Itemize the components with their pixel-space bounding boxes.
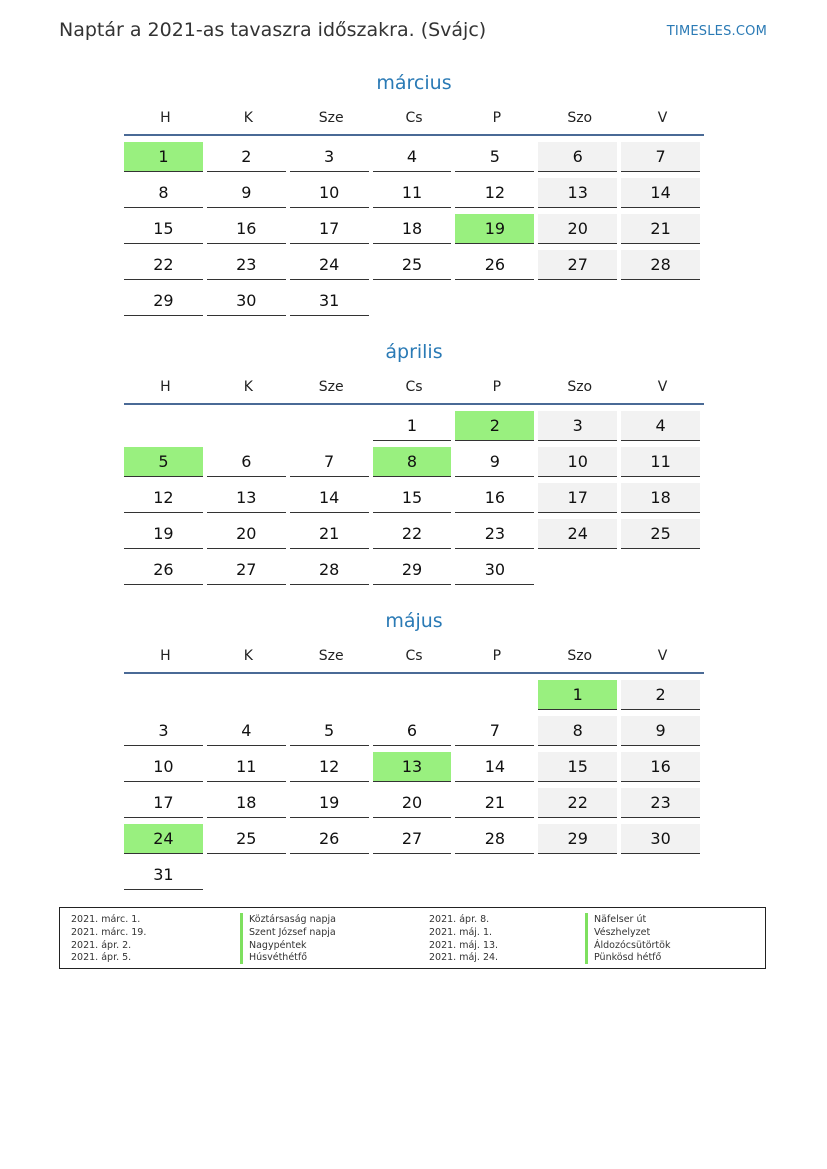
day-number: 25 [207, 824, 286, 854]
day-number: 28 [455, 824, 534, 854]
day-number: 9 [207, 178, 286, 208]
day-cell[interactable] [455, 483, 538, 519]
week-row [124, 214, 704, 250]
week-row [124, 860, 704, 896]
day-cell[interactable] [455, 788, 538, 824]
weekday-label: V [657, 379, 668, 395]
day-number [621, 860, 700, 889]
empty-cell [290, 680, 373, 716]
day-cell[interactable] [621, 752, 704, 788]
holiday-day-cell[interactable] [124, 142, 207, 178]
day-number: 25 [621, 519, 700, 549]
day-number [455, 286, 534, 315]
weekday-label: Szo [567, 648, 593, 664]
day-cell[interactable] [207, 788, 290, 824]
day-number [207, 411, 286, 440]
day-cell[interactable] [621, 483, 704, 519]
empty-cell [373, 680, 456, 716]
day-number [290, 680, 369, 709]
day-cell[interactable] [538, 250, 621, 286]
day-number: 16 [207, 214, 286, 244]
weekday-label: H [160, 110, 171, 126]
day-cell[interactable] [538, 716, 621, 752]
day-number: 12 [290, 752, 369, 782]
day-number: 14 [621, 178, 700, 208]
day-number: 23 [455, 519, 534, 549]
day-number: 6 [538, 142, 617, 172]
day-number: 4 [373, 142, 452, 172]
empty-cell [290, 411, 373, 447]
day-cell[interactable] [621, 788, 704, 824]
day-number [290, 860, 369, 889]
day-number: 4 [621, 411, 700, 441]
day-cell[interactable] [373, 483, 456, 519]
day-number: 4 [207, 716, 286, 746]
day-cell[interactable] [373, 411, 456, 447]
day-cell[interactable] [207, 447, 290, 483]
day-number: 3 [538, 411, 617, 441]
header-divider [124, 403, 704, 405]
day-number [373, 860, 452, 889]
day-number [621, 286, 700, 315]
day-cell[interactable] [621, 447, 704, 483]
week-row [124, 250, 704, 286]
month-title: május [385, 610, 443, 632]
day-number: 5 [455, 142, 534, 172]
day-number [621, 555, 700, 584]
day-number: 13 [538, 178, 617, 208]
day-cell[interactable] [290, 716, 373, 752]
day-number: 12 [124, 483, 203, 513]
day-number: 25 [373, 250, 452, 280]
day-number: 21 [621, 214, 700, 244]
empty-cell [455, 860, 538, 896]
day-number [124, 411, 203, 440]
day-cell[interactable] [538, 824, 621, 860]
weekday-label: V [657, 648, 668, 664]
legend-holiday-name: Húsvéthétfő [240, 951, 307, 964]
day-number [538, 555, 617, 584]
header-divider [124, 134, 704, 136]
day-cell[interactable] [455, 447, 538, 483]
empty-cell [621, 860, 704, 896]
empty-cell [621, 555, 704, 591]
day-cell[interactable] [207, 250, 290, 286]
weekday-label: K [243, 648, 253, 664]
weekday-label: P [492, 110, 502, 126]
holiday-day-cell[interactable] [373, 447, 456, 483]
day-number: 21 [290, 519, 369, 549]
day-cell[interactable] [455, 519, 538, 555]
week-row [124, 411, 704, 447]
day-number: 10 [538, 447, 617, 477]
day-number: 29 [373, 555, 452, 585]
day-cell[interactable] [124, 178, 207, 214]
day-number [455, 680, 534, 709]
day-number: 16 [621, 752, 700, 782]
legend-date: 2021. máj. 13. [429, 939, 499, 951]
day-number [207, 680, 286, 709]
week-row [124, 716, 704, 752]
day-number: 29 [124, 286, 203, 316]
day-number: 10 [124, 752, 203, 782]
day-number: 16 [455, 483, 534, 513]
day-cell[interactable] [538, 214, 621, 250]
day-cell[interactable] [621, 142, 704, 178]
month-calendar [124, 70, 704, 322]
day-number: 26 [455, 250, 534, 280]
legend-holiday-name: Köztársaság napja [240, 913, 336, 926]
day-cell[interactable] [621, 716, 704, 752]
weekday-label: Sze [318, 379, 344, 395]
week-row [124, 178, 704, 214]
weekday-header [124, 644, 704, 668]
holiday-day-cell[interactable] [373, 752, 456, 788]
day-cell[interactable] [207, 752, 290, 788]
day-cell[interactable] [621, 680, 704, 716]
weekday-label: Cs [405, 110, 423, 126]
empty-cell [124, 411, 207, 447]
day-number: 22 [124, 250, 203, 280]
day-cell[interactable] [290, 250, 373, 286]
week-row [124, 752, 704, 788]
day-number: 27 [373, 824, 452, 854]
weekday-label: Cs [405, 648, 423, 664]
day-number [373, 286, 452, 315]
day-number: 7 [290, 447, 369, 477]
day-cell[interactable] [455, 250, 538, 286]
day-number: 24 [290, 250, 369, 280]
day-cell[interactable] [621, 824, 704, 860]
week-row [124, 680, 704, 716]
day-number: 30 [455, 555, 534, 585]
day-cell[interactable] [538, 447, 621, 483]
day-number: 1 [538, 680, 617, 710]
day-cell[interactable] [124, 716, 207, 752]
day-number: 19 [290, 788, 369, 818]
day-cell[interactable] [207, 519, 290, 555]
day-number: 15 [373, 483, 452, 513]
day-number: 18 [207, 788, 286, 818]
day-number: 26 [290, 824, 369, 854]
day-cell[interactable] [455, 716, 538, 752]
empty-cell [621, 286, 704, 322]
day-cell[interactable] [124, 519, 207, 555]
day-number [207, 860, 286, 889]
day-number: 19 [124, 519, 203, 549]
weekday-label: Sze [318, 648, 344, 664]
day-number: 31 [290, 286, 369, 316]
day-cell[interactable] [124, 752, 207, 788]
legend-date: 2021. márc. 19. [71, 926, 147, 938]
day-cell[interactable] [290, 178, 373, 214]
empty-cell [373, 286, 456, 322]
week-row [124, 824, 704, 860]
legend-holiday-name: Vészhelyzet [585, 926, 650, 939]
weekday-label: H [160, 648, 171, 664]
day-number: 14 [290, 483, 369, 513]
header-divider [124, 672, 704, 674]
day-cell[interactable] [207, 214, 290, 250]
day-number: 13 [207, 483, 286, 513]
day-cell[interactable] [373, 788, 456, 824]
day-number: 31 [124, 860, 203, 890]
day-cell[interactable] [373, 824, 456, 860]
day-cell[interactable] [373, 555, 456, 591]
legend-date: 2021. máj. 1. [429, 926, 493, 938]
day-cell[interactable] [290, 214, 373, 250]
day-number: 22 [538, 788, 617, 818]
weekday-label: P [492, 379, 502, 395]
day-number: 30 [207, 286, 286, 316]
day-number: 7 [621, 142, 700, 172]
month-calendar [124, 608, 704, 896]
day-cell[interactable] [207, 555, 290, 591]
legend-holiday-name: Áldozócsütörtök [585, 939, 670, 952]
day-cell[interactable] [538, 483, 621, 519]
day-number: 9 [455, 447, 534, 477]
empty-cell [538, 555, 621, 591]
day-cell[interactable] [455, 555, 538, 591]
day-number: 5 [124, 447, 203, 477]
day-number: 6 [207, 447, 286, 477]
day-cell[interactable] [207, 824, 290, 860]
month-title: április [385, 341, 443, 363]
day-number: 2 [207, 142, 286, 172]
day-number: 18 [621, 483, 700, 513]
day-cell[interactable] [124, 788, 207, 824]
day-number: 8 [538, 716, 617, 746]
day-cell[interactable] [290, 752, 373, 788]
day-cell[interactable] [455, 178, 538, 214]
holiday-legend [59, 907, 766, 969]
day-number [124, 680, 203, 709]
day-cell[interactable] [290, 555, 373, 591]
day-cell[interactable] [290, 447, 373, 483]
day-cell[interactable] [373, 178, 456, 214]
holiday-day-cell[interactable] [455, 214, 538, 250]
empty-cell [455, 286, 538, 322]
day-number: 1 [373, 411, 452, 441]
day-number: 26 [124, 555, 203, 585]
empty-cell [455, 680, 538, 716]
day-number: 8 [124, 178, 203, 208]
weekday-label: Szo [567, 379, 593, 395]
day-cell[interactable] [124, 483, 207, 519]
month-title: március [376, 72, 452, 94]
week-row [124, 286, 704, 322]
weekday-label: H [160, 379, 171, 395]
day-cell[interactable] [290, 286, 373, 322]
empty-cell [373, 860, 456, 896]
weekday-label: V [657, 110, 668, 126]
legend-holiday-name: Pünkösd hétfő [585, 951, 661, 964]
week-row [124, 788, 704, 824]
day-cell[interactable] [124, 286, 207, 322]
day-number: 3 [124, 716, 203, 746]
day-number: 20 [207, 519, 286, 549]
legend-date: 2021. ápr. 2. [71, 939, 132, 951]
day-number: 10 [290, 178, 369, 208]
day-cell[interactable] [373, 250, 456, 286]
week-row [124, 519, 704, 555]
weekday-header [124, 375, 704, 399]
empty-cell [207, 411, 290, 447]
day-cell[interactable] [621, 214, 704, 250]
day-number: 2 [621, 680, 700, 710]
day-number: 15 [538, 752, 617, 782]
day-cell[interactable] [621, 178, 704, 214]
day-cell[interactable] [538, 142, 621, 178]
week-row [124, 447, 704, 483]
legend-holiday-name: Näfelser út [585, 913, 646, 926]
day-number: 6 [373, 716, 452, 746]
day-number: 17 [290, 214, 369, 244]
empty-cell [207, 860, 290, 896]
empty-cell [538, 286, 621, 322]
empty-cell [207, 680, 290, 716]
day-number: 20 [538, 214, 617, 244]
day-cell[interactable] [290, 519, 373, 555]
day-number: 11 [621, 447, 700, 477]
day-cell[interactable] [538, 788, 621, 824]
day-number [455, 860, 534, 889]
day-number [373, 680, 452, 709]
day-number: 11 [373, 178, 452, 208]
day-number: 23 [621, 788, 700, 818]
day-number: 21 [455, 788, 534, 818]
day-number: 13 [373, 752, 452, 782]
day-cell[interactable] [538, 178, 621, 214]
legend-date: 2021. ápr. 5. [71, 952, 132, 964]
day-number: 8 [373, 447, 452, 477]
day-cell[interactable] [373, 519, 456, 555]
week-row [124, 483, 704, 519]
holiday-day-cell[interactable] [538, 680, 621, 716]
day-cell[interactable] [455, 752, 538, 788]
weekday-label: Sze [318, 110, 344, 126]
day-number: 9 [621, 716, 700, 746]
day-cell[interactable] [538, 411, 621, 447]
weekday-header [124, 106, 704, 130]
empty-cell [290, 860, 373, 896]
day-number: 29 [538, 824, 617, 854]
day-number: 14 [455, 752, 534, 782]
day-number [290, 411, 369, 440]
day-number: 18 [373, 214, 452, 244]
holiday-day-cell[interactable] [455, 411, 538, 447]
day-cell[interactable] [373, 142, 456, 178]
week-row [124, 142, 704, 178]
week-row [124, 555, 704, 591]
day-cell[interactable] [124, 214, 207, 250]
day-number [538, 860, 617, 889]
day-cell[interactable] [124, 555, 207, 591]
day-number: 17 [124, 788, 203, 818]
day-number: 24 [538, 519, 617, 549]
day-cell[interactable] [207, 483, 290, 519]
day-number: 22 [373, 519, 452, 549]
day-number: 12 [455, 178, 534, 208]
holiday-day-cell[interactable] [124, 447, 207, 483]
day-cell[interactable] [124, 860, 207, 896]
empty-cell [538, 860, 621, 896]
month-calendar [124, 339, 704, 591]
page-title: Naptár a 2021-as tavaszra időszakra. (Svájc) [59, 19, 487, 41]
weekday-label: Cs [405, 379, 423, 395]
day-number: 23 [207, 250, 286, 280]
day-number: 30 [621, 824, 700, 854]
day-cell[interactable] [290, 142, 373, 178]
legend-holiday-name: Szent József napja [240, 926, 336, 939]
empty-cell [124, 680, 207, 716]
day-cell[interactable] [621, 411, 704, 447]
day-number: 1 [124, 142, 203, 172]
day-cell[interactable] [290, 788, 373, 824]
legend-date: 2021. máj. 24. [429, 952, 499, 964]
day-cell[interactable] [455, 824, 538, 860]
day-cell[interactable] [207, 286, 290, 322]
weekday-label: Szo [567, 110, 593, 126]
day-cell[interactable] [207, 716, 290, 752]
day-cell[interactable] [538, 519, 621, 555]
day-cell[interactable] [290, 824, 373, 860]
day-number: 19 [455, 214, 534, 244]
day-cell[interactable] [538, 752, 621, 788]
day-number: 27 [207, 555, 286, 585]
day-number: 7 [455, 716, 534, 746]
day-cell[interactable] [621, 519, 704, 555]
day-number: 28 [621, 250, 700, 280]
weekday-label: K [243, 110, 253, 126]
legend-date: 2021. ápr. 8. [429, 914, 490, 925]
day-number: 15 [124, 214, 203, 244]
day-cell[interactable] [373, 716, 456, 752]
day-number: 24 [124, 824, 203, 854]
day-number: 2 [455, 411, 534, 441]
day-cell[interactable] [207, 142, 290, 178]
day-cell[interactable] [290, 483, 373, 519]
day-cell[interactable] [455, 142, 538, 178]
day-number: 17 [538, 483, 617, 513]
weekday-label: P [492, 648, 502, 664]
day-number: 5 [290, 716, 369, 746]
day-cell[interactable] [207, 178, 290, 214]
day-number [538, 286, 617, 315]
day-cell[interactable] [124, 250, 207, 286]
day-number: 27 [538, 250, 617, 280]
day-number: 3 [290, 142, 369, 172]
day-cell[interactable] [373, 214, 456, 250]
holiday-day-cell[interactable] [124, 824, 207, 860]
legend-date: 2021. márc. 1. [71, 914, 141, 925]
day-number: 28 [290, 555, 369, 585]
weekday-label: K [243, 379, 253, 395]
day-number: 20 [373, 788, 452, 818]
day-number: 11 [207, 752, 286, 782]
brand-logo[interactable]: TIMESLES.COM [666, 24, 767, 39]
day-cell[interactable] [621, 250, 704, 286]
legend-holiday-name: Nagypéntek [240, 939, 307, 952]
